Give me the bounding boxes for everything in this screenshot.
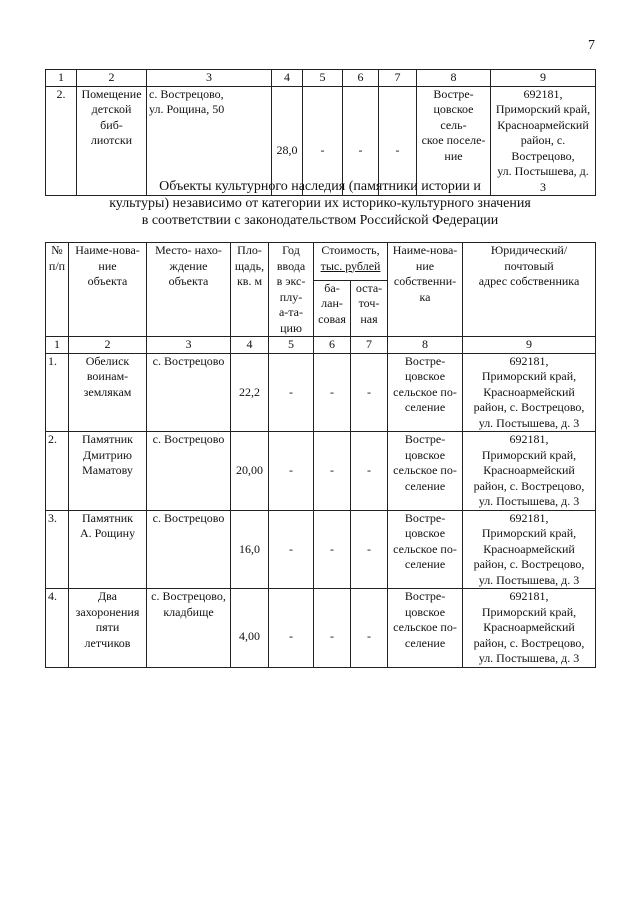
text-line: Востре-	[433, 86, 474, 101]
text-line: совая	[318, 311, 346, 326]
cost-balance: -	[314, 589, 351, 668]
table-row	[46, 432, 596, 511]
text-line: цовское сель-	[433, 102, 474, 132]
text-line: сельское по-	[393, 620, 457, 634]
text-line: сельское по-	[393, 541, 457, 556]
owner-name	[388, 353, 463, 432]
page-number: 7	[588, 38, 595, 53]
commission-year: -	[269, 353, 314, 432]
row-number: 4.	[46, 589, 69, 668]
col-number: 5	[269, 337, 314, 354]
owner-name	[388, 510, 463, 589]
text-line: Юридический/	[490, 243, 568, 257]
text-line: ние	[98, 258, 117, 273]
commission-year: -	[269, 432, 314, 511]
text-line: Наиме-нова-	[75, 243, 140, 257]
text-line: район, с. Вострецово,	[511, 133, 575, 163]
text-line: ул. Рощина, 50	[149, 102, 225, 116]
text-line: п/п	[48, 258, 66, 273]
text-line: цию	[280, 320, 302, 335]
text-line: 692181,	[509, 353, 549, 368]
text-line: Востре-	[404, 353, 446, 368]
text-line: Место- нахо-	[155, 243, 222, 257]
object-area: 16,0	[231, 510, 269, 589]
text-line: ввода	[276, 258, 306, 273]
col-number: 9	[491, 70, 596, 87]
text-line: с. Вострецово	[152, 432, 225, 446]
text-line: а-та-	[278, 305, 304, 319]
text-line: тыс. рублей	[320, 258, 381, 273]
text-line: ние	[444, 148, 463, 163]
text-line: цовское	[404, 447, 446, 462]
object-name	[69, 510, 147, 589]
text-line: ждение	[169, 258, 208, 273]
heading-line: в соответствии с законодательством Российской Федерации	[141, 213, 499, 228]
heading-line: Объекты культурного наследия (памятники истории и	[159, 179, 481, 194]
col-number: 7	[351, 337, 388, 354]
cost-balance: -	[314, 510, 351, 589]
text-line: Год	[282, 243, 300, 257]
text-line: ка	[419, 289, 431, 304]
header-year	[269, 243, 314, 337]
row-number: 3.	[46, 510, 69, 589]
text-line: цовское	[404, 369, 446, 383]
text-line: щадь,	[234, 258, 265, 273]
owner-name	[388, 432, 463, 511]
heading-line: культуры) независимо от категории их историко-культурного значения	[109, 196, 531, 211]
object-location	[147, 510, 231, 589]
text-line: Помещение	[81, 86, 142, 101]
header-cost-balance	[314, 280, 351, 336]
text-line: ул. Постышева, д. 3	[497, 164, 589, 194]
text-line: Пло-	[237, 243, 262, 257]
text-line: район, с. Вострецово,	[473, 635, 585, 650]
text-line: кладбище	[163, 604, 214, 619]
text-line: селение	[404, 557, 446, 571]
continuation-table	[45, 69, 596, 196]
col-number: 4	[272, 70, 303, 87]
text-line: лиотски	[90, 133, 133, 147]
text-line: Наиме-нова-	[392, 243, 458, 257]
text-line: с. Вострецово	[152, 353, 225, 368]
text-line: с. Вострецово,	[151, 589, 226, 603]
text-line: с. Вострецово	[152, 510, 225, 525]
text-line: ба-	[324, 280, 340, 295]
col-number: 5	[303, 70, 343, 87]
col-number: 3	[147, 70, 272, 87]
text-line: в экс-	[276, 274, 306, 288]
owner-address	[463, 589, 596, 668]
text-line: точ-	[358, 296, 380, 311]
col-number: 9	[463, 337, 596, 354]
text-line: Красноармейский	[483, 620, 575, 634]
text-line: ул. Постышева, д. 3	[478, 494, 580, 508]
text-line: Памятник	[81, 510, 134, 525]
text-line: Востре-	[404, 510, 446, 525]
cultural-heritage-table	[45, 242, 596, 668]
row-number: 2.	[46, 432, 69, 511]
text-line: объекта	[168, 274, 209, 288]
owner-name	[388, 589, 463, 668]
col-number: 1	[46, 70, 77, 87]
text-line: 692181,	[509, 510, 549, 525]
row-number: 2.	[46, 86, 77, 196]
text-line: Приморский край,	[481, 369, 577, 383]
col-number: 8	[417, 70, 491, 87]
text-line: Востре-	[404, 589, 446, 603]
text-line: Красноармейский	[483, 541, 575, 556]
cost-balance: -	[314, 353, 351, 432]
object-name	[69, 353, 147, 432]
object-area: 28,0	[272, 86, 303, 196]
text-line: 692181,	[509, 589, 549, 603]
text-line: лан-	[321, 296, 343, 311]
object-name	[69, 589, 147, 668]
text-line: Приморский край,	[495, 102, 591, 116]
text-line: землякам	[83, 384, 132, 399]
text-line: почтовый	[504, 258, 554, 273]
col-number: 3	[147, 337, 231, 354]
object-area: 20,00	[231, 432, 269, 511]
text-line: Красноармейский	[483, 463, 575, 477]
object-location	[147, 432, 231, 511]
owner-address	[463, 510, 596, 589]
col-number: 8	[388, 337, 463, 354]
text-line: оста-	[355, 280, 383, 295]
text-line: Дмитрию	[83, 447, 132, 462]
header-cost	[314, 243, 388, 281]
row-number: 1.	[46, 353, 69, 432]
text-line: ул. Постышева, д. 3	[478, 415, 580, 430]
text-line: №	[51, 243, 63, 257]
text-line: 692181,	[523, 86, 563, 101]
text-line: Красноармейский	[483, 384, 575, 399]
text-line: селение	[404, 478, 446, 493]
object-location	[147, 353, 231, 432]
text-line: Приморский край,	[481, 604, 577, 619]
cost-balance: -	[343, 86, 379, 196]
text-line: захоронения	[75, 604, 140, 619]
header-location	[147, 243, 231, 337]
commission-year: -	[269, 589, 314, 668]
col-number: 4	[231, 337, 269, 354]
object-area: 22,2	[231, 353, 269, 432]
text-line: цовское	[404, 604, 446, 619]
text-line: район, с. Вострецово,	[473, 478, 585, 493]
header-num	[46, 243, 69, 337]
object-area: 4,00	[231, 589, 269, 668]
cost-residual: -	[351, 432, 388, 511]
text-line: Красноармейский	[497, 117, 589, 132]
col-number: 1	[46, 337, 69, 354]
text-line: Стоимость,	[321, 243, 380, 257]
text-line: плу-	[279, 289, 303, 304]
header-area	[231, 243, 269, 337]
col-number: 6	[314, 337, 351, 354]
cost-residual: -	[379, 86, 417, 196]
text-line: ул. Постышева, д. 3	[478, 651, 580, 665]
header-name	[69, 243, 147, 337]
text-line: сельское по-	[393, 384, 457, 399]
section-heading	[60, 178, 580, 229]
text-line: пяти	[95, 620, 120, 634]
text-line: А. Рощину	[79, 526, 136, 540]
object-location	[147, 589, 231, 668]
text-line: Востре-	[404, 432, 446, 446]
commission-year: -	[269, 510, 314, 589]
text-line: сельское по-	[393, 463, 457, 477]
header-cost-residual	[351, 280, 388, 336]
commission-year: -	[303, 86, 343, 196]
column-number-row	[46, 337, 596, 354]
text-line: район, с. Вострецово,	[473, 400, 585, 414]
text-line: цовское	[404, 526, 446, 540]
col-number: 2	[77, 70, 147, 87]
text-line: Памятник	[81, 432, 134, 446]
text-line: район, с. Вострецово,	[473, 557, 585, 571]
col-number: 7	[379, 70, 417, 87]
cost-residual: -	[351, 510, 388, 589]
text-line: адрес собственника	[478, 274, 580, 288]
header-row	[46, 243, 596, 281]
text-line: детской биб-	[91, 102, 132, 132]
text-line: кв. м	[236, 274, 263, 288]
cost-residual: -	[351, 589, 388, 668]
table-row	[46, 589, 596, 668]
text-line: собственни-	[393, 274, 457, 288]
text-line: Два	[97, 589, 118, 603]
cost-residual: -	[351, 353, 388, 432]
text-line: Маматову	[82, 463, 133, 477]
text-line: Обелиск	[85, 353, 130, 368]
col-number: 2	[69, 337, 147, 354]
text-line: Приморский край,	[481, 447, 577, 462]
cost-balance: -	[314, 432, 351, 511]
owner-address	[463, 353, 596, 432]
text-line: 692181,	[509, 432, 549, 446]
text-line: с. Вострецово,	[149, 86, 224, 101]
object-name	[69, 432, 147, 511]
text-line: ское поселе-	[421, 133, 486, 147]
column-number-row	[46, 70, 596, 87]
text-line: селение	[404, 635, 446, 650]
text-line: ная	[360, 311, 378, 326]
text-line: летчиков	[84, 635, 131, 650]
owner-address	[463, 432, 596, 511]
text-line: воинам-	[86, 369, 129, 383]
table-row	[46, 353, 596, 432]
text-line: объекта	[87, 274, 128, 288]
header-owner	[388, 243, 463, 337]
text-line: ние	[415, 258, 435, 273]
col-number: 6	[343, 70, 379, 87]
header-address	[463, 243, 596, 337]
text-line: селение	[404, 400, 446, 414]
text-line: Приморский край,	[481, 526, 577, 540]
table-row	[46, 510, 596, 589]
text-line: ул. Постышева, д. 3	[478, 572, 580, 587]
